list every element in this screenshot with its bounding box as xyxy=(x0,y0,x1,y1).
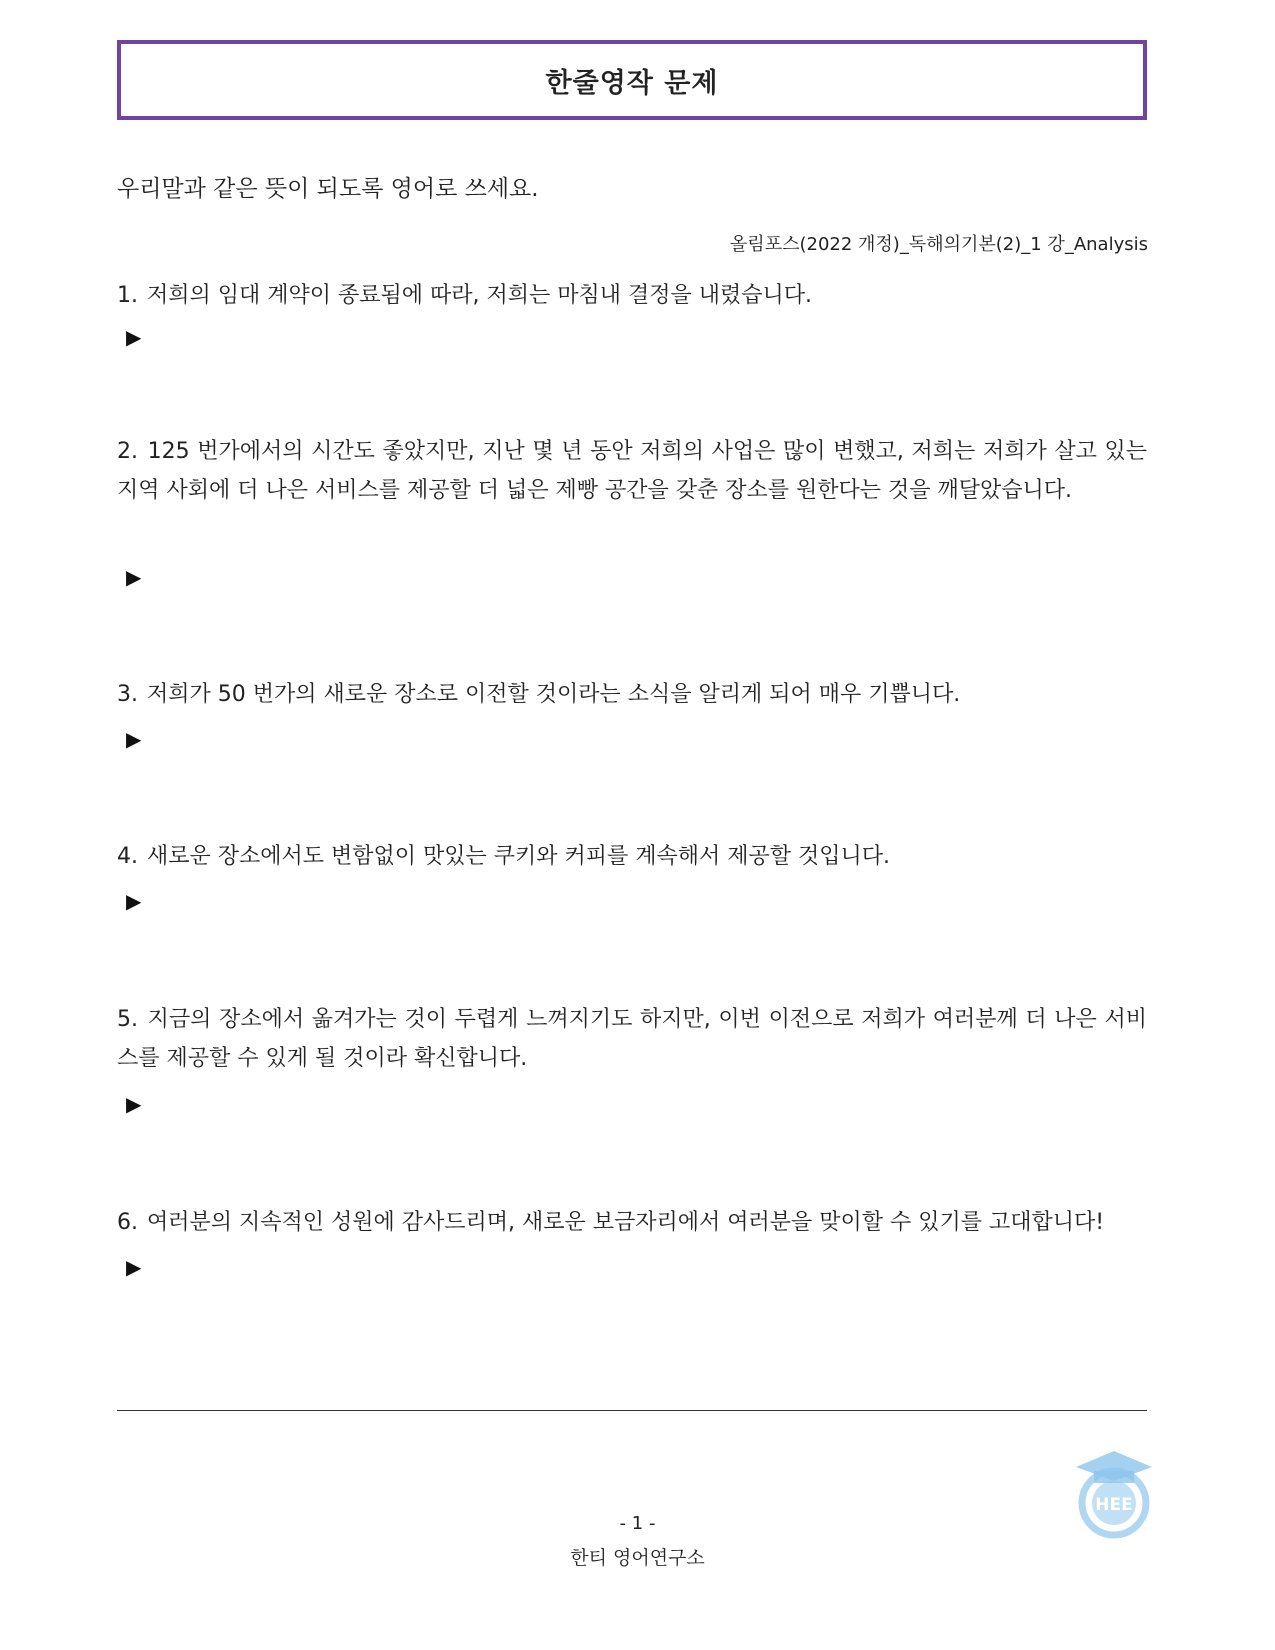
question-text: 125 번가에서의 시간도 좋았지만, 지난 몇 년 동안 저희의 사업은 많이 변했고, 저희는 저희가 살고 있는 지역 사회에 더 나은 서비스를 제공할 더 넓은 제빵 공간을 갖춘 장소를 원한다는 것을 깨달았습니다. xyxy=(117,439,1147,503)
instruction-text: 우리말과 같은 뜻이 되도록 영어로 쓰세요. xyxy=(117,176,539,202)
title-box xyxy=(117,40,1147,120)
question-6 xyxy=(117,1203,1147,1242)
question-number: 4. xyxy=(117,844,138,869)
logo-text: HEE xyxy=(1095,1495,1133,1515)
question-number: 6. xyxy=(117,1210,138,1235)
question-number: 1. xyxy=(117,283,138,308)
question-number: 2. xyxy=(117,439,138,464)
publisher-name: 한티 영어연구소 xyxy=(570,1547,705,1569)
page-title: 한줄영작 문제 xyxy=(545,67,719,99)
question-text: 여러분의 지속적인 성원에 감사드리며, 새로운 보금자리에서 여러분을 맞이할 수 있기를 고대합니다! xyxy=(147,1210,1105,1235)
question-text: 저희의 임대 계약이 종료됨에 따라, 저희는 마침내 결정을 내렸습니다. xyxy=(147,283,812,308)
source-label: 올림포스(2022 개정)_독해의기본(2)_1 강_Analysis xyxy=(729,234,1148,255)
question-number: 3. xyxy=(117,682,138,707)
answer-arrow-icon: ▶ xyxy=(126,325,142,349)
question-3 xyxy=(117,675,1147,714)
question-text: 새로운 장소에서도 변함없이 맛있는 쿠키와 커피를 계속해서 제공할 것입니다. xyxy=(147,844,891,869)
question-text: 지금의 장소에서 옮겨가는 것이 두렵게 느껴지기도 하지만, 이번 이전으로 저희가 여러분께 더 나은 서비스를 제공할 수 있게 될 것이라 확신합니다. xyxy=(117,1007,1147,1071)
answer-arrow-icon: ▶ xyxy=(126,565,142,589)
question-1 xyxy=(117,276,1147,315)
question-text: 저희가 50 번가의 새로운 장소로 이전할 것이라는 소식을 알리게 되어 매우 기쁩니다. xyxy=(147,682,961,707)
question-4 xyxy=(117,837,1147,876)
question-2 xyxy=(117,432,1147,510)
answer-arrow-icon: ▶ xyxy=(126,727,142,751)
page-number: - 1 - xyxy=(619,1513,656,1534)
answer-arrow-icon: ▶ xyxy=(126,1255,142,1279)
answer-arrow-icon: ▶ xyxy=(126,889,142,913)
footer-divider xyxy=(117,1410,1147,1411)
question-5 xyxy=(117,1000,1147,1078)
question-number: 5. xyxy=(117,1007,138,1032)
answer-arrow-icon: ▶ xyxy=(126,1092,142,1116)
